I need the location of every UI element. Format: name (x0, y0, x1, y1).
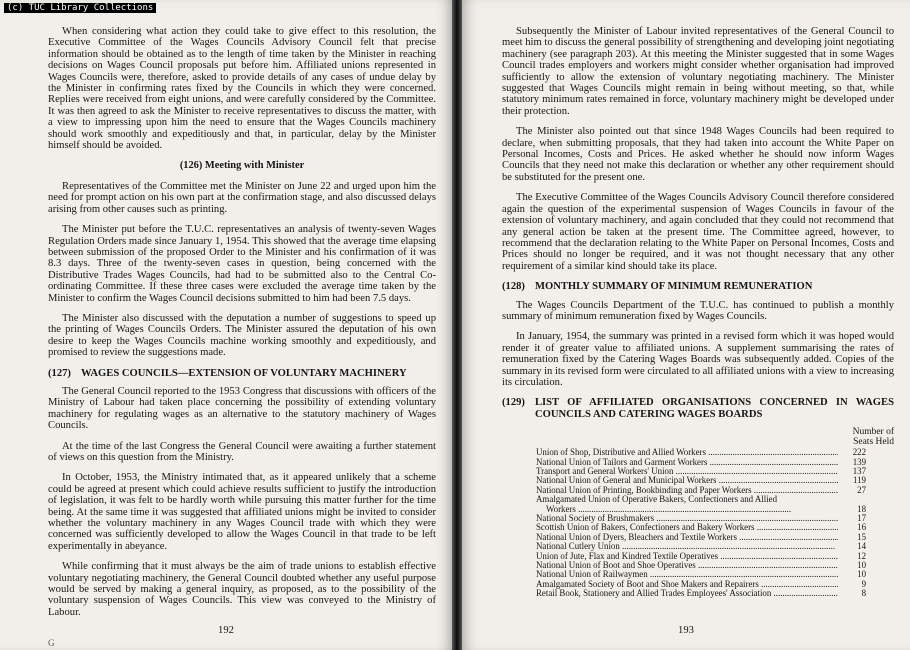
paragraph: In October, 1953, the Ministry intimated that, as it appeared unlikely that a scheme could be agreed at present which could achieve results sufficient to justify the introduction of legislation, it was felt to be hardly worth while pursuing this matter further for the time being. At the same time it was suggested that affiliated unions might be invited to consider whether the voluntary machinery in any Wages Council trade with which they were concerned was sufficiently developed to allow the Wages Council in that trade to be left experimentally in abeyance. (48, 472, 436, 552)
section-heading-127 (48, 368, 436, 379)
table-row (536, 542, 866, 551)
section-heading-128 (502, 281, 894, 292)
section-title: LIST OF AFFILIATED ORGANISATIONS CONCERNED IN WAGES COUNCILS AND CATERING WAGES BOARDS (534, 397, 894, 420)
paragraph: In January, 1954, the summary was printed in a revised form which it was hoped would render it of greater value to affiliated unions. A supplement summarising the rates of remuneration fixed by the Catering Wages Boards was subsequently added. Copies of the summary in its revised form were circulated to all affiliated unions with a view to increasing its circulation. (502, 331, 894, 388)
table-row (536, 476, 866, 485)
organisation-name: National Union of Tailors and Garment Workers ..... (536, 458, 838, 467)
paragraph: At the time of the last Congress the General Council were awaiting a further statement of views on this question from the Ministry. (48, 440, 436, 463)
table-row (536, 570, 866, 579)
section-number: (127) (48, 367, 71, 379)
organisation-name: National Cutlery Union ..... (536, 542, 838, 551)
seats-held: 10 (857, 560, 866, 571)
seats-held: 17 (857, 513, 866, 524)
heading-meeting-with-minister: (126) Meeting with Minister (179, 160, 305, 172)
seats-held: 9 (861, 578, 866, 589)
paragraph: The Executive Committee of the Wages Councils Advisory Council therefore considered again the question of the experimental suspension of Wages Councils in favour of the extension of voluntary machinery, and again concluded that they could not recommend that any general action be taken at the present time. The Committee agreed, however, to recommend that the declaration relating to the White Paper on Personal Incomes, Costs and Prices should no longer be required, and it was not thought necessary that any other requirement of a similar kind should take its place. (502, 192, 894, 272)
paragraph: Representatives of the Committee met the Minister on June 22 and urged upon him the need for prompt action on his own part at the confirmation stage, and also discussed delays arising from other causes such as printing. (48, 180, 436, 215)
seats-held: 18 (857, 503, 866, 514)
organisation-name: Transport and General Workers' Union ..... (536, 467, 838, 476)
table-row (536, 580, 866, 589)
seats-held: 27 (857, 484, 866, 495)
paragraph: The General Council reported to the 1953 Congress that discussions with officers of the Ministry of Labour had taken place concerning the possibility of extending voluntary machinery for regulating wages as an alternative to the statutory machinery of Wages Councils. (48, 385, 436, 432)
section-title: WAGES COUNCILS—EXTENSION OF VOLUNTARY MACHINERY (80, 367, 407, 379)
paragraph: The Minister also pointed out that since 1948 Wages Councils had been required to declare, when submitting proposals, that they had taken into account the White Paper on Personal Incomes, Costs and Prices. He asked whether he should now inform Wages Councils that they need not make this declaration or whether any other requirement should be substituted for the present one. (502, 126, 894, 183)
table-row (536, 505, 866, 514)
organisation-name: National Union of Railwaymen ..... (536, 570, 838, 579)
paragraph: While confirming that it must always be the aim of trade unions to establish effective voluntary negotiating machinery, the General Council doubted whether any useful purpose would be served by making a general inquiry, as proposed, as to the possibility of the voluntary suspension of Wages Councils. This view was conveyed to the Ministry of Labour. (48, 561, 436, 618)
seats-held: 139 (852, 456, 866, 467)
organisation-name: Amalgamated Society of Boot and Shoe Makers and Repairers ..... (536, 580, 838, 589)
page-number-right: 193 (678, 624, 694, 636)
seats-held: 222 (852, 447, 866, 458)
table-row (536, 523, 866, 532)
table-row (536, 514, 866, 523)
seats-held: 8 (861, 588, 866, 599)
section-heading-129 (502, 397, 894, 420)
seats-held: 12 (857, 550, 866, 561)
table-row (536, 561, 866, 570)
seats-held: 16 (857, 522, 866, 533)
paragraph: Subsequently the Minister of Labour invited representatives of the General Council to meet him to discuss the general possibility of strengthening and developing joint negotiating machinery (see paragraph 203). At this meeting the Minister suggested that in some Wages Council trades employers and workers might consider whether organisation had improved sufficiently to allow the extension of voluntary negotiating machinery. The Minister suggested that Wages Councils might remain in being without meeting, so that, while statutory minimum rates remained in force, voluntary machinery might be developed under their protection. (502, 26, 894, 117)
paragraph: The Minister also discussed with the deputation a number of suggestions to speed up the printing of Wages Councils Orders. The Minister assured the deputation of his own desire to keep the Wages Councils machine working smoothly and expeditiously, and promised to review the suggestions made. (48, 312, 436, 359)
table-row (536, 486, 866, 495)
section-title: MONTHLY SUMMARY OF MINIMUM REMUNERATION (534, 281, 813, 293)
organisation-name: National Union of Dyers, Bleachers and Textile Workers ..... (536, 533, 838, 542)
organisation-name: Union of Shop, Distributive and Allied Workers ..... (536, 448, 838, 457)
table-row (536, 495, 866, 504)
table-row (536, 552, 866, 561)
organisation-name: National Union of General and Municipal Workers ..... (536, 476, 838, 485)
organisation-name: National Society of Brushmakers ..... (536, 514, 838, 523)
left-page (0, 0, 452, 650)
organisation-name: Amalgamated Union of Operative Bakers, Confectioners and Allied (536, 495, 778, 505)
seats-held: 10 (857, 569, 866, 580)
organisation-name: Union of Jute, Flax and Kindred Textile Operatives ..... (536, 552, 838, 561)
table-caption-line: Number of (852, 427, 894, 438)
organisation-name: National Union of Printing, Bookbinding and Paper Workers ..... (536, 486, 838, 495)
seats-held: 137 (852, 466, 866, 476)
section-number: (128) (502, 281, 525, 293)
watermark: (c) TUC Library Collections (4, 3, 156, 13)
seats-held: 14 (857, 541, 866, 552)
table-caption-line: Seats Held (853, 437, 894, 448)
page-number-left: 192 (218, 624, 234, 636)
organisation-name: National Union of Boot and Shoe Operatives ..... (536, 561, 838, 570)
table-row (536, 467, 866, 476)
paragraph: The Minister put before the T.U.C. representatives an analysis of twenty-seven Wages Regulation Orders made since January 1, 1954. This showed that the average time elapsing between submission of the proposed Order to the Minister and his confirmation of it was 8.3 days. Three of the twenty-seven cases in question, being concerned with the Distributive Trades Wages Councils, had had to be submitted also to the Central Co-ordinating Committee. If these three cases were excluded the average time taken by the Minister to confirm the Wages Council decisions submitted to him had been 7.5 days. (48, 224, 436, 304)
table-caption (502, 427, 894, 447)
section-number: (129) (502, 397, 525, 409)
seats-held: 15 (857, 531, 866, 542)
organisation-name: Workers ..... (536, 505, 838, 514)
seats-held: 119 (853, 475, 866, 486)
book-gutter (452, 0, 462, 650)
table-row (536, 448, 866, 457)
organisations-table (536, 448, 866, 599)
table-row (536, 458, 866, 467)
table-row (536, 533, 866, 542)
right-page (462, 0, 910, 650)
organisation-name: Scottish Union of Bakers, Confectioners and Bakery Workers ..... (536, 523, 838, 532)
paragraph: The Wages Councils Department of the T.U.C. has continued to publish a monthly summary of minimum remuneration fixed by Wages Councils. (502, 299, 894, 322)
table-row (536, 589, 866, 598)
signature-mark: G (48, 637, 55, 648)
paragraph: When considering what action they could take to give effect to this resolution, the Executive Committee of the Wages Councils Advisory Council felt that precise information should be obtained as to the length of time taken by the Minister in reaching decisions on Wages Council proposals put before him. Affiliated unions represented in Wages Councils were, therefore, asked to provide details of any cases of undue delay by the Minister in confirming rates fixed by the Councils in which they were concerned. Replies were received from eight unions, and were carefully considered by the Committee. It was then agreed to ask the Minister to receive representatives to discuss the matter, with a view to impressing upon him the need to ensure that the Wages Councils machinery should work smoothly and expeditiously and that, in particular, delay by the Minister himself should be avoided. (48, 26, 436, 152)
organisation-name: Retail Book, Stationery and Allied Trades Employees' Association ..... (536, 589, 838, 598)
